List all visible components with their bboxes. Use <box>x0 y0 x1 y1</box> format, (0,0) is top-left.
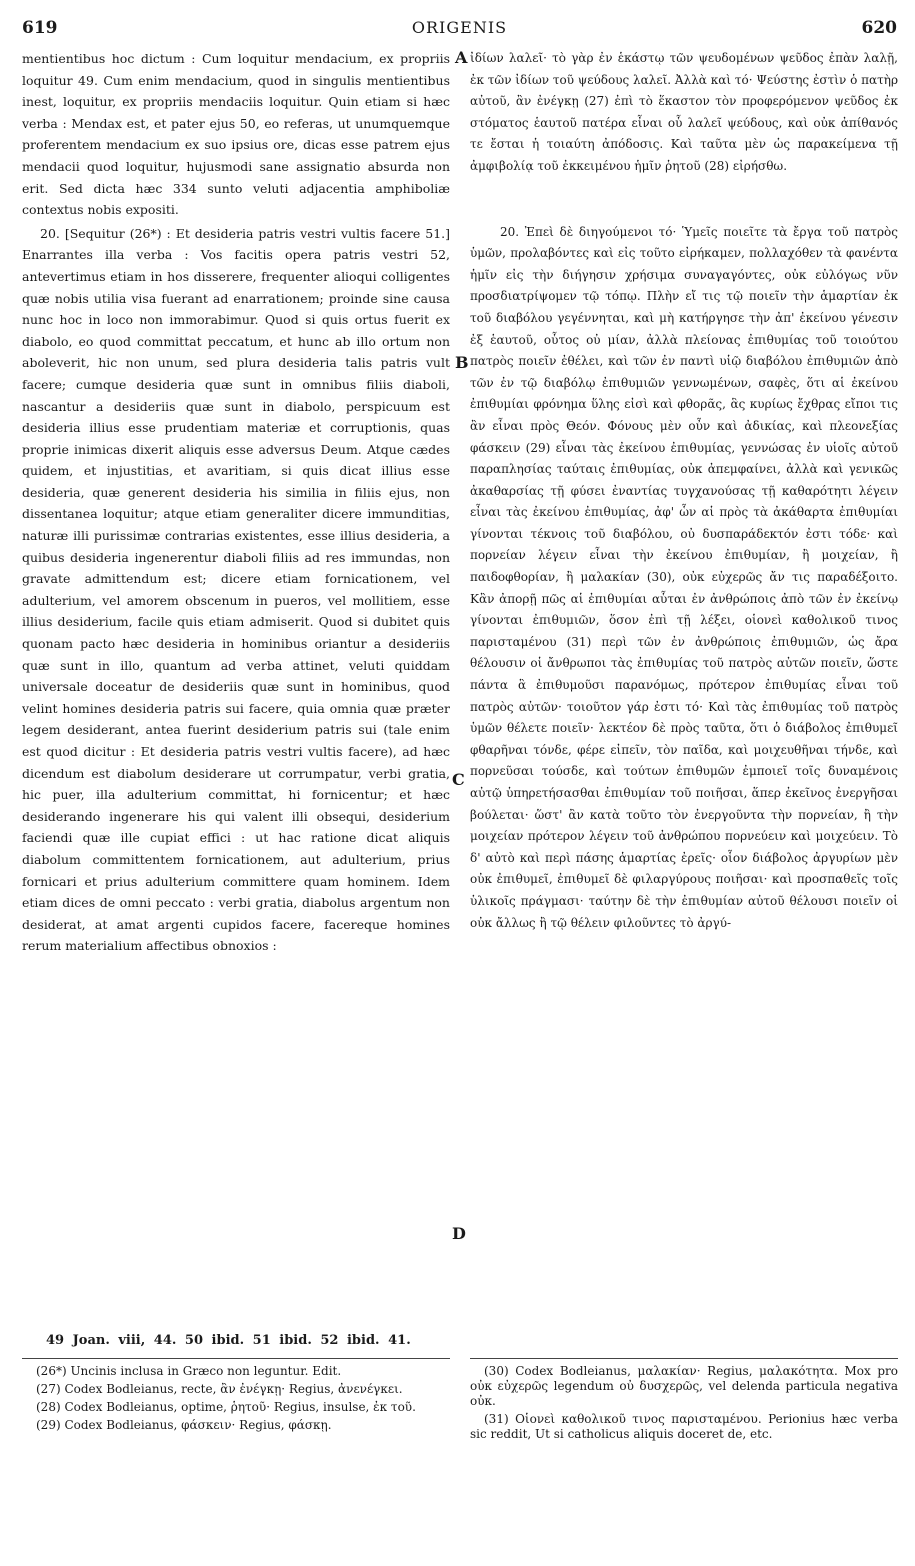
footnote: (29) Codex Bodleianus, φάσκειν· Regius, φάσκῃ. <box>36 1418 332 1432</box>
page-number-left: 619 <box>22 18 58 38</box>
footnote-divider-right <box>470 1358 898 1359</box>
footnote: (31) Οἱονεὶ καθολικοῦ τινος παρισταμένου. Perionius hæc verba sic reddit, Ut si catholicus aliquis doceret de, etc. <box>470 1412 898 1441</box>
footnote: (30) Codex Bodleianus, μαλακίαν· Regius, μαλακότητα. Mox pro οὐκ εὐχερῶς legendum οὐ δυσχερῶς, vel delenda particula negativa οὐκ. <box>470 1364 898 1408</box>
scripture-references: 49 Joan. viii, 44. 50 ibid. 51 ibid. 52 ibid. 41. <box>46 1333 411 1348</box>
greek-paragraph: 20. Ἐπεὶ δὲ διηγούμενοι τό· Ὑμεῖς ποιεῖτε τὰ ἔργα τοῦ πατρὸς ὑμῶν, προλαβόντες καὶ εἰς τοῦτο εἰρήκαμεν, πολλαχόθεν τὰ φανέντα ἡμῖν εἰς τὴν διήγησιν χρήσιμα συναγαγόντες, οὐκ εὐλόγως νῦν προσδιατρίψομεν τῷ τόπῳ. Πλὴν εἴ τις τῷ ποιεῖν τὴν ἁμαρτίαν ἐκ τοῦ διαβόλου γεγέννηται, καὶ μὴ κατήργησε τὴν ἀπ' ἐκείνου γένεσιν ἐξ ἑαυτοῦ, οὗτος οὐ μίαν, ἀλλὰ πλείονας ἐπιθυμίας τοῦ τοιούτου πατρὸς ποιεῖν ἐθέλει, καὶ τῶν ἐν παντὶ υἱῷ διαβόλου ἐπιθυμιῶν ἀπὸ τῶν ἐν τῷ διαβόλῳ ἐπιθυμιῶν γεννωμένων, σαφὲς, ὅτι αἱ ἐκείνου ἐπιθυμίαι φρόνημα ὕλης εἰσὶ καὶ φθορᾶς, ἃς κυρίως ἔχθρας εἴποι τις ἂν εἶναι πρὸς Θεόν. Φόνους μὲν οὖν καὶ ἀδικίας, καὶ πλεονεξίας φάσκειν (29) εἶναι τὰς ἐκείνου ἐπιθυμίας, γεννώσας ἐν υἱοῖς αὐτοῦ παραπλησίας ταύταις ἐπιθυμίας, οὐκ ἀπεμφαίνει, ἀλλὰ καὶ γενικῶς ἀκαθαρσίας τῇ φύσει ἐναντίας τυγχανούσας τῇ καθαρότητι λέγειν εἶναι τὰς ἐκείνου ἐπιθυμίας, ἀφ' ὧν αἱ πρὸς τὰ ἀκάθαρτα ἐπιθυμίαι γίνονται τέκνοις τοῦ διαβόλου, οὐ δυσπαράδεκτόν ἐστι τόδε· καὶ πορνείαν λέγειν εἶναι τὴν ἐκείνου ἐπιθυμίαν, ἢ μοιχείαν, ἢ παιδοφθορίαν, ἢ μαλακίαν (30), οὐκ εὐχερῶς ἄν τις παραδέξοιτο. Κἂν ἀπορῇ πῶς αἱ ἐπιθυμίαι αὗται ἐν ἀνθρώποις ἀπὸ τῶν ἐν ἐκείνῳ γίνονται ἐπιθυμιῶν, ὅσον ἐπὶ τῇ λέξει, οἱονεὶ καθολικοῦ τινος παρισταμένου (31) περὶ τῶν ἐν ἀνθρώποις ἐπιθυμιῶν, ὡς ἄρα θέλουσιν οἱ ἄνθρωποι τὰς ἐπιθυμίας τοῦ πατρὸς αὐτῶν ποιεῖν, ὥστε πάντα ἃ ἐπιθυμοῦσι παρανόμως, πρότερον ἐπιθυμίας εἶναι τοῦ πατρὸς αὐτῶν· τοιοῦτον γάρ ἐστι τό· Καὶ τὰς ἐπιθυμίας τοῦ πατρὸς ὑμῶν θέλετε ποιεῖν· λεκτέον δὲ πρὸς ταῦτα, ὅτι ὁ διάβολος ἐπιθυμεῖ φθαρῆναι τόνδε, φέρε εἰπεῖν, τὸν παῖδα, καὶ μοιχευθῆναι τήνδε, καὶ πορνεῦσαι τούσδε, καὶ τούτων ἐπιθυμῶν ἐμποιεῖ τοῖς δυναμένοις αὐτῷ ὑπηρετήσασθαι ἐπιθυμίαν τοῦ ποιῆσαι, ἅπερ ἐκεῖνος ἐνεργῆσαι βούλεται· ὥστ' ἂν κατὰ τοῦτο τὸν ἐνεργοῦντα τὴν πορνείαν, ἢ τὴν μοιχείαν πρότερον λέγειν τοῦ ἀνθρώπου πορνεύειν καὶ μοιχεύειν. Τὸ δ' αὐτὸ καὶ περὶ πάσης ἁμαρτίας ἐρεῖς· οἷον διάβολος ἀργυρίων μὲν οὐκ ἐπιθυμεῖ, ἐπιθυμεῖ δὲ φιλαργύρους ποιῆσαι· καὶ προσπαθεῖς τοῖς ὑλικοῖς πράγμασι· ταύτην δὲ τὴν ἐπιθυμίαν αὐτοῦ θέλουσι ποιεῖν οἱ οὐκ ἄλλως ἢ τῷ θέλειν φιλοῦντες τὸ ἀργύ- <box>470 224 898 930</box>
page-number-right: 620 <box>861 18 897 38</box>
margin-letter-a: A <box>455 48 468 67</box>
margin-letter-c: C <box>452 770 465 789</box>
margin-letter-b: B <box>455 353 469 372</box>
running-title: ORIGENIS <box>411 18 508 37</box>
footnote: (27) Codex Bodleianus, recte, ἂν ἐνέγκῃ· Regius, ἀνενέγκει. <box>36 1382 403 1396</box>
greek-column <box>470 48 898 1333</box>
latin-paragraph: mentientibus hoc dictum : Cum loquitur mendacium, ex propriis loquitur 49. Cum enim mendacium, quod in singulis mentientibus inest, loquitur, ex propriis mendaciis loquitur. Quin etiam si hæc verba : Mendax est, et pater ejus 50, eo referas, ut unumquemque proferentem mendacium ex suo ipsius ore, dicas esse patrem ejus mendacii quod loquitur, hujusmodi sane assignatio absurda non erit. Sed dicta hæc 334 sunto veluti adjacentia amphiboliæ contextus nobis expositi. <box>22 51 450 218</box>
margin-letter-d: D <box>452 1224 466 1243</box>
footnote: (28) Codex Bodleianus, optime, ῥητοῦ· Regius, insulse, ἐκ τοῦ. <box>36 1400 416 1414</box>
paragraph-gap <box>470 178 898 222</box>
footnotes-right <box>470 1364 898 1554</box>
footnote: (26*) Uncinis inclusa in Græco non leguntur. Edit. <box>36 1364 342 1378</box>
latin-paragraph: 20. [Sequitur (26*) : Et desideria patris vestri vultis facere 51.] Enarrantes illa verba : Vos facitis opera patris vestri 52, antevertimus etiam in hos disserere, frequenter alioqui colligentes quæ nobis utilia visa fuerant ad enarrationem; proinde sine causa nunc hoc in loco non immorabimur. Quod si quis ortus fuerit ex diabolo, eo quod committat peccatum, et hunc ab illo ortum non aboleverit, hic non unum, sed plura desideria talis patris vult facere; cumque desideria quæ sunt in omnibus filiis diaboli, nascantur a desideriis quæ sunt in diabolo, perspicuum est desideria illius esse prudentiam materiæ et corruptionis, quas proprie inimicas dixerit aliquis esse adversus Deum. Atque cædes quidem, et injustitias, et avaritiam, si quis dicat illius esse desideria, quæ generent desideria his similia in filiis ejus, non dissentanea loquitur; atque etiam generaliter dicere immunditias, naturæ illi purissimæ contrarias existentes, esse illius desideria, a quibus desideria ingenerentur diaboli filiis ad res immundas, non gravate admittendum est; dicere etiam fornicationem, vel adulterium, vel amorem obscenum in pueros, vel mollitiem, esse illius desiderium, facile quis etiam admiserit. Quod si dubitet quis quonam pacto hæc desideria in hominibus oriantur a desideriis quæ sunt in illo, quantum ad verba attinet, veluti quiddam universale doceatur de desideriis quæ sunt in hominibus, quod velint homines desideria patris sui facere, quia omnia quæ præter legem desiderant, antea fuerint desiderium patris sui (tale enim est quod dicitur : Et desideria patris vestri vultis facere), ad hæc dicendum est diabolum desiderare ut corrumpatur, verbi gratia, hic puer, illa adulterium committat, hi fornicentur; et hæc desiderando ingenerare his qui valent illi obsequi, desiderium faciendi quæ ille cupiat effici : ut hac ratione dicat aliquis diabolum committentem fornicationem, aut adulterium, prius fornicari et prius adulterium committere quam hominem. Idem etiam dices de omni peccato : verbi gratia, diabolus argentum non desiderat, at amat argenti cupidos facere, facereque homines rerum materialium affectibus obnoxios : <box>22 225 450 954</box>
footnotes-left <box>22 1364 450 1554</box>
greek-paragraph: ἰδίων λαλεῖ· τὸ γὰρ ἐν ἑκάστῳ τῶν ψευδομένων ψεῦδος ἐπὰν λαλῇ, ἐκ τῶν ἰδίων τοῦ ψεύδους λαλεῖ. Ἀλλὰ καὶ τό· Ψεύστης ἐστὶν ὁ πατὴρ αὐτοῦ, ἂν ἐνέγκῃ (27) ἐπὶ τὸ ἕκαστον τὸν προφερόμενον ψεῦδος ἐκ στόματος ἑαυτοῦ πατέρα εἶναι οὗ λαλεῖ ψεύδους, καὶ οὐκ ἀπίθανός τε ἔσται ἡ τοιαύτη ἀπόδοσις. Καὶ ταῦτα μὲν ὡς παρακείμενα τῇ ἀμφιβολίᾳ τοῦ ἐκκειμένου ἡμῖν ῥητοῦ (28) εἰρήσθω. <box>470 51 898 173</box>
footnote-divider-left <box>22 1358 450 1359</box>
latin-column <box>22 48 450 1333</box>
page-header <box>22 18 897 44</box>
